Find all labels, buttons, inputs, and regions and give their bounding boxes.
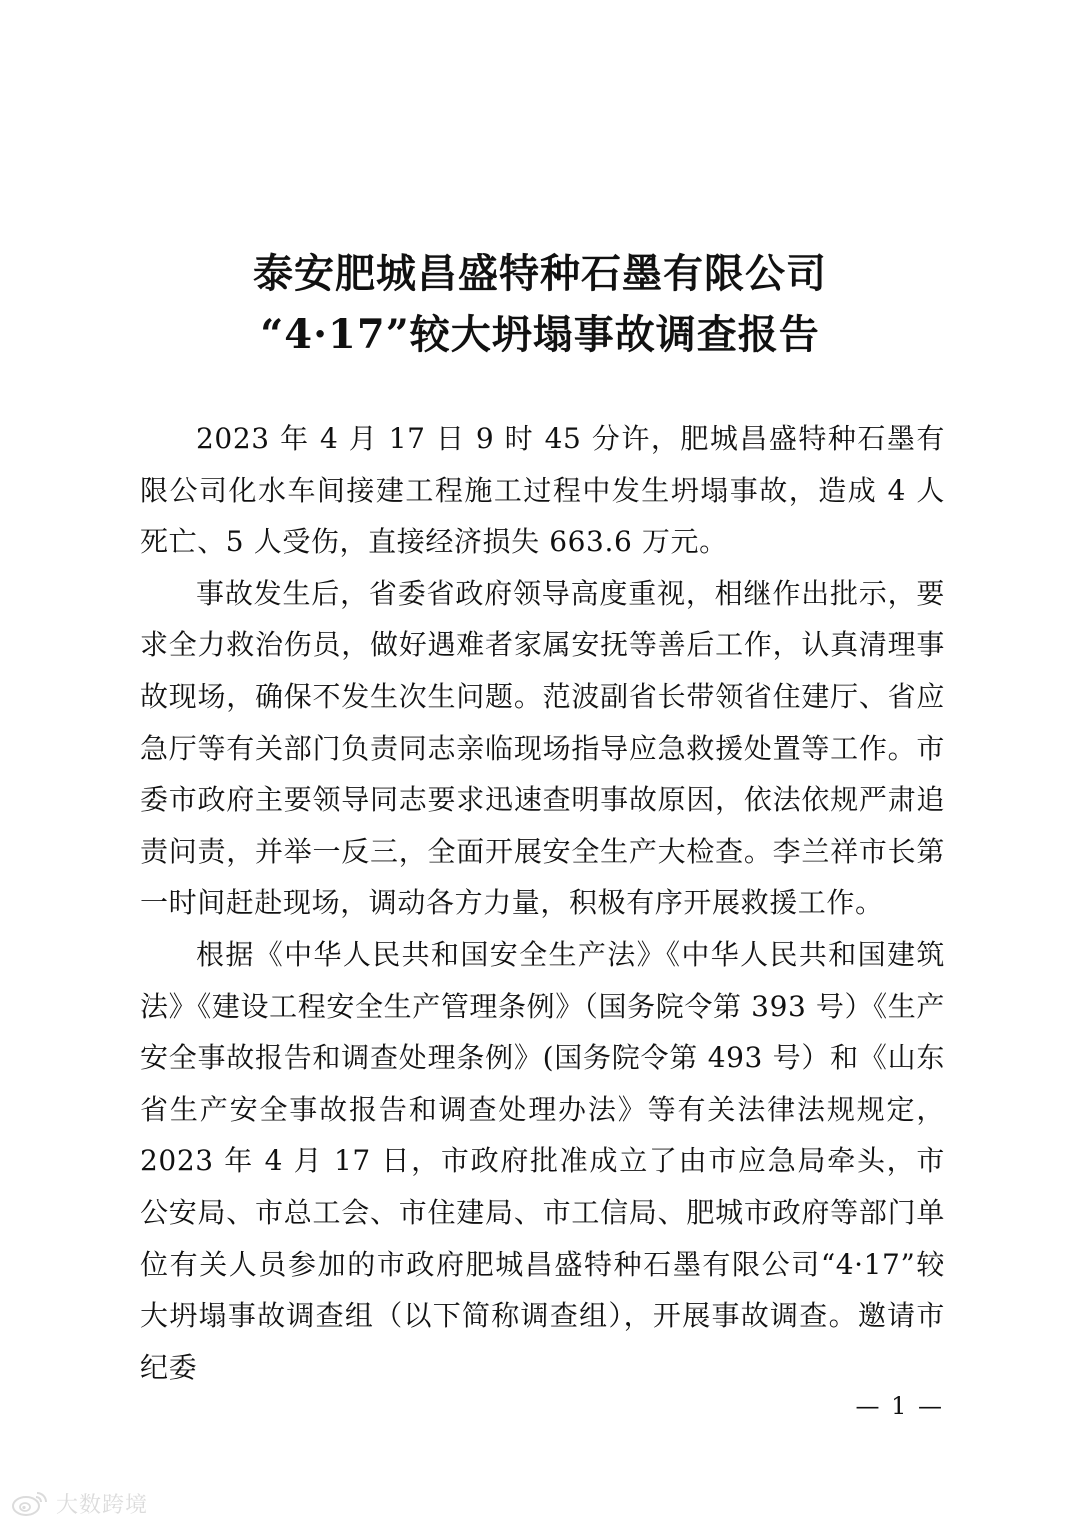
report-title-line1: 泰安肥城昌盛特种石墨有限公司 (253, 250, 827, 297)
paragraph-investigation-basis: 根据《中华人民共和国安全生产法》《中华人民共和国建筑法》《建设工程安全生产管理条例》（国务院令第 393 号）《生产安全事故报告和调查处理条例》(国务院令第 493 号）和《山东省生产安全事故报告和调查处理办法》等有关法律法规规定，2023 年 4 月 17 日，市政府批准成立了由市应急局牵头，市公安局、市总工会、市住建局、市工信局、肥城市政府等部门单位有关人员参加的市政府肥城昌盛特种石墨有限公司“4·17”较大坍塌事故调查组（以下简称调查组），开展事故调查。邀请市纪委 (140, 937, 945, 1384)
report-body (140, 413, 945, 1393)
report-title-line2: “4·17”较大坍塌事故调查报告 (260, 311, 820, 358)
paragraph-leadership-response: 事故发生后，省委省政府领导高度重视，相继作出批示，要求全力救治伤员，做好遇难者家属安抚等善后工作，认真清理事故现场，确保不发生次生问题。范波副省长带领省住建厅、省应急厅等有关部门负责同志亲临现场指导应急救援处置等工作。市委市政府主要领导同志要求迅速查明事故原因，依法依规严肃追责问责，并举一反三，全面开展安全生产大检查。李兰祥市长第一时间赶赴现场，调动各方力量，积极有序开展救援工作。 (140, 576, 945, 920)
paragraph-accident-summary: 2023 年 4 月 17 日 9 时 45 分许，肥城昌盛特种石墨有限公司化水车间接建工程施工过程中发生坍塌事故，造成 4 人死亡、5 人受伤，直接经济损失 663.6 万元。 (140, 422, 945, 559)
weibo-logo-icon (10, 1488, 50, 1518)
page-number: — 1 — (855, 1392, 944, 1420)
watermark (10, 1486, 148, 1520)
watermark-text: 大数跨境 (56, 1492, 149, 1518)
